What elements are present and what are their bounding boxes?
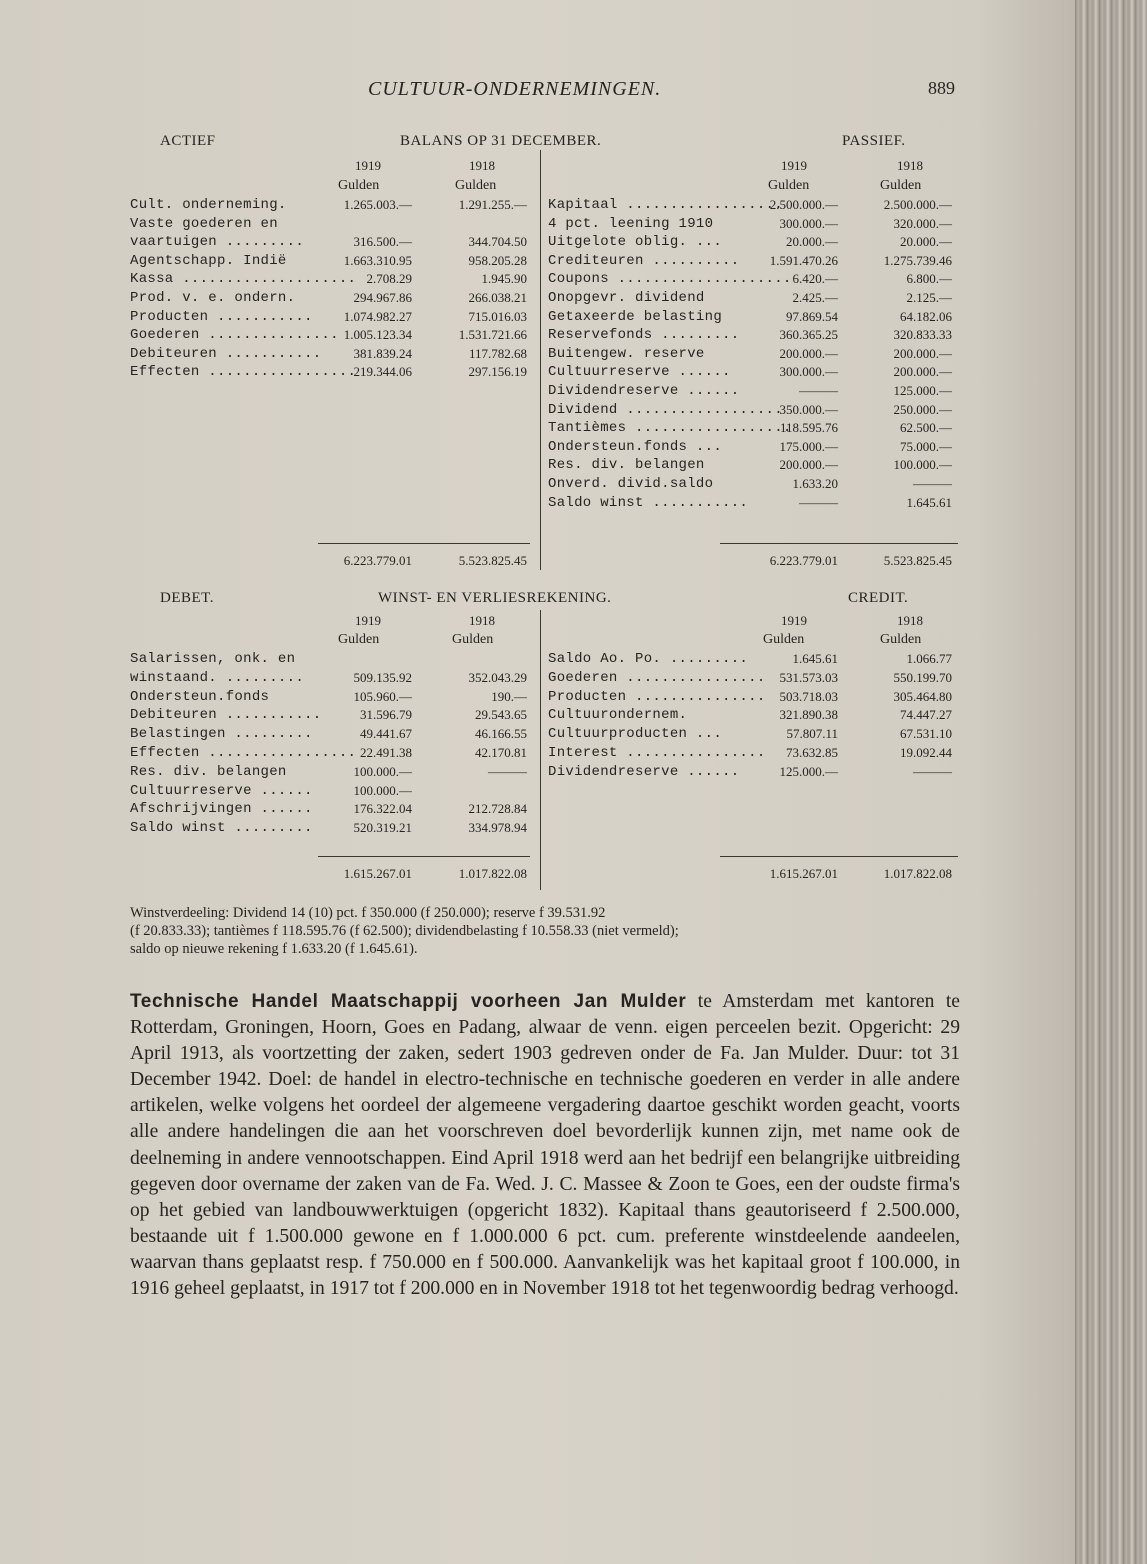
debit-label: Cultuurreserve ...... (130, 782, 313, 799)
debit-value-1919: 105.960.— (353, 688, 412, 704)
asset-label: Prod. v. e. ondern. (130, 290, 296, 306)
liability-value-1918: 1.275.739.46 (883, 252, 952, 268)
debit-label: Ondersteun.fonds (130, 688, 270, 705)
company-entry (130, 989, 960, 1302)
pl-year-1919-right: 1919 (781, 613, 807, 628)
credit-row (0, 670, 1147, 689)
liability-label: Buitengew. reserve (548, 345, 705, 362)
credit-row (0, 764, 1147, 783)
liability-value-1918: 125.000.— (893, 383, 952, 398)
liabilities-total-1919: 6.223.779.01 (769, 553, 838, 568)
asset-value-1919: 219.344.06 (353, 364, 412, 380)
year-1918-left: 1918 (469, 158, 495, 173)
debit-label: winstaand. ......... (130, 669, 305, 686)
credit-row (0, 689, 1147, 708)
asset-value-1919: 294.967.86 (353, 290, 412, 305)
debit-label: Debiteuren ........... (130, 707, 322, 724)
credit-value-1919: 73.632.85 (786, 745, 838, 760)
liability-label: Res. div. belangen (548, 457, 705, 474)
debit-total-1919: 1.615.267.01 (343, 866, 412, 881)
credit-value-1918: 1.066.77 (906, 651, 952, 666)
asset-label: Agentschapp. Indië (130, 252, 287, 269)
liability-label: Tantièmes .................. (548, 420, 792, 437)
asset-label: Debiteuren ........... (130, 345, 322, 362)
unit-left-a: Gulden (338, 178, 380, 193)
liability-label: Coupons .................... (548, 271, 792, 288)
liability-value-1918: 75.000.— (900, 438, 952, 454)
asset-value-1919: 1.005.123.34 (343, 327, 412, 343)
asset-value-1919: 2.708.29 (366, 271, 412, 287)
liability-label: Saldo winst ........... (548, 494, 749, 511)
credit-total-rule (720, 856, 958, 857)
debit-value-1918: 190.— (491, 688, 527, 704)
year-1918-right: 1918 (897, 158, 923, 173)
liability-label: Getaxeerde belasting (548, 308, 723, 325)
liability-value-1919: ——— (799, 494, 838, 510)
liability-value-1918: 250.000.— (893, 401, 952, 417)
asset-label: Vaste goederen en (130, 215, 278, 232)
credit-total-1919: 1.615.267.01 (769, 866, 838, 881)
credit-value-1918: ——— (913, 763, 952, 779)
liability-value-1919: 6.420.— (792, 271, 838, 287)
debit-value-1918: 352.043.29 (468, 669, 527, 685)
debit-value-1919: 520.319.21 (353, 820, 412, 836)
liability-label: Reservefonds ......... (548, 327, 740, 344)
liability-label: Dividend .................. (548, 401, 783, 418)
liability-value-1919: 1.633.20 (792, 476, 838, 491)
asset-value-1918: 1.291.255.— (458, 197, 527, 212)
liability-label: Onverd. divid.saldo (548, 476, 714, 492)
credit-label: Producten ............... (548, 688, 766, 705)
debit-value-1919: 49.441.67 (360, 726, 412, 742)
liability-value-1918: 200.000.— (893, 364, 952, 380)
profit-distribution-note (130, 904, 960, 958)
debit-total-1918: 1.017.822.08 (458, 866, 527, 881)
credit-heading: CREDIT. (848, 590, 909, 606)
company-paragraph (130, 989, 960, 1302)
company-name: Technische Handel Maatschappij voorheen Jan Mulder (130, 991, 687, 1012)
actief-heading: ACTIEF (160, 133, 216, 149)
liability-value-1919: 360.365.25 (779, 327, 838, 343)
liability-value-1919: 97.869.54 (786, 308, 838, 324)
credit-label: Dividendreserve ...... (548, 763, 740, 780)
liability-value-1918: 2.500.000.— (883, 197, 952, 212)
asset-label: vaartuigen ......... (130, 234, 305, 251)
asset-value-1918: 297.156.19 (468, 364, 527, 380)
debit-value-1919: 100.000.— (353, 782, 412, 798)
liability-value-1919: 200.000.— (779, 457, 838, 473)
liability-value-1918: 64.182.06 (900, 308, 952, 324)
liability-value-1919: 2.500.000.— (769, 197, 838, 212)
liability-label: Uitgelote oblig. ... (548, 234, 723, 251)
footnote-line-3: saldo op nieuwe rekening f 1.633.20 (f 1.645.61). (130, 941, 418, 957)
asset-label: Cult. onderneming. (130, 197, 287, 213)
asset-label: Goederen ............... (130, 327, 339, 344)
asset-value-1919: 381.839.24 (353, 345, 412, 361)
liability-value-1919: 1.591.470.26 (769, 252, 838, 268)
debit-value-1919: 100.000.— (353, 763, 412, 779)
liability-label: 4 pct. leening 1910 (548, 215, 714, 232)
asset-value-1918: 117.782.68 (468, 345, 527, 361)
asset-value-1918: 715.016.03 (468, 308, 527, 324)
pl-unit-right-b: Gulden (880, 632, 922, 647)
credit-value-1918: 550.199.70 (893, 669, 952, 685)
credit-value-1918: 19.092.44 (900, 745, 952, 760)
debit-value-1919: 22.491.38 (360, 745, 412, 760)
liability-value-1918: 320.833.33 (893, 327, 952, 343)
asset-value-1919: 1.663.310.95 (343, 252, 412, 268)
liability-value-1918: 200.000.— (893, 345, 952, 361)
asset-label: Effecten ................. (130, 364, 357, 381)
year-1919-right: 1919 (781, 158, 807, 173)
debit-value-1918: 42.170.81 (475, 745, 527, 760)
credit-value-1919: 57.807.11 (786, 726, 838, 742)
liability-value-1919: ——— (799, 383, 838, 398)
liability-value-1918: 20.000.— (900, 234, 952, 250)
liability-value-1919: 20.000.— (786, 234, 838, 250)
asset-value-1919: 1.265.003.— (343, 197, 412, 212)
debit-value-1919: 176.322.04 (353, 801, 412, 817)
footnote-line-1: Winstverdeeling: Dividend 14 (10) pct. f 350.000 (f 250.000); reserve f 39.531.92 (130, 905, 606, 921)
liability-label: Onopgevr. dividend (548, 290, 705, 306)
company-description: te Amsterdam met kantoren te Rotterdam, Groningen, Hoorn, Goes en Padang, alwaar de venn. eigen perceelen bezit. Opgericht: 29 April 1913, als voortzetting der zaken, sedert 1903 gedreven onder de Fa. Jan Mulder. Duur: tot 31 December 1942. Doel: de handel in electro-technische en technische goederen en verder in alle andere artikelen, welke volgens het oordeel der algemeene vergadering daartoe geschikt worden geacht, voorts alle andere handelingen die aan het voorschreven doel bevorderlijk kunnen zijn, met name ook de deelneming in andere vennootschappen. Eind April 1918 werd aan het bedrijf een belangrijke uitbreiding gegeven door overname der zaken van de Fa. Wed. J. C. Massee & Zoon te Goes, een der oudste firma's op het gebied van landbouwwerktuigen (opgericht 1832). Kapitaal thans geautoriseerd f 2.500.000, bestaande uit f 1.500.000 gewone en f 1.000.000 6 pct. cum. preferente winstdeelende aandeelen, waarvan thans geplaatst resp. f 750.000 en f 500.000. Aanvankelijk was het kapitaal groot f 100.000, in 1916 geheel geplaatst, in 1917 tot f 200.000 en in November 1918 tot het tegenwoordig bedrag verhoogd. (130, 991, 960, 1300)
asset-value-1918: 958.205.28 (468, 252, 527, 268)
liability-value-1919: 300.000.— (779, 215, 838, 231)
credit-label: Cultuurproducten ... (548, 726, 723, 743)
debit-value-1919: 31.596.79 (360, 707, 412, 723)
debit-value-1918: 46.166.55 (475, 726, 527, 742)
passief-heading: PASSIEF. (842, 133, 906, 149)
liabilities-total-1918: 5.523.825.45 (883, 553, 952, 568)
liability-value-1919: 2.425.— (792, 290, 838, 305)
credit-value-1919: 503.718.03 (779, 688, 838, 704)
credit-row (0, 745, 1147, 764)
liability-value-1918: 2.125.— (906, 290, 952, 305)
debit-label: Res. div. belangen (130, 763, 287, 780)
debit-value-1918: ——— (488, 763, 527, 779)
debit-row (0, 783, 1147, 802)
debit-label: Saldo winst ......... (130, 820, 313, 837)
pl-unit-left-a: Gulden (338, 632, 380, 647)
footnote-line-2: (f 20.833.33); tantièmes f 118.595.76 (f 62.500); dividendbelasting f 10.558.33 (niet vermeld); (130, 923, 679, 939)
liability-value-1918: ——— (913, 476, 952, 491)
pl-unit-left-b: Gulden (452, 632, 494, 647)
unit-right-b: Gulden (880, 178, 922, 193)
credit-row (0, 651, 1147, 670)
credit-value-1919: 125.000.— (779, 763, 838, 779)
credit-value-1918: 74.447.27 (900, 707, 952, 723)
credit-label: Goederen ................ (548, 669, 766, 686)
debit-value-1918: 212.728.84 (468, 801, 527, 817)
asset-value-1918: 1.945.90 (481, 271, 527, 287)
asset-label: Kassa .................... (130, 271, 357, 288)
credit-row (0, 707, 1147, 726)
credit-value-1919: 1.645.61 (792, 651, 838, 666)
debit-row (0, 820, 1147, 839)
debit-label: Belastingen ......... (130, 726, 313, 743)
liability-value-1918: 100.000.— (893, 457, 952, 473)
debit-label: Afschrijvingen ...... (130, 801, 313, 818)
unit-right-a: Gulden (768, 178, 810, 193)
page-number: 889 (928, 78, 955, 98)
asset-value-1918: 1.531.721.66 (458, 327, 527, 343)
pl-year-1918-left: 1918 (469, 613, 495, 628)
debet-heading: DEBET. (160, 590, 214, 606)
unit-left-b: Gulden (455, 178, 497, 193)
credit-label: Cultuurondernem. (548, 707, 688, 724)
debit-value-1918: 29.543.65 (475, 707, 527, 723)
credit-value-1918: 305.464.80 (893, 688, 952, 704)
liability-value-1918: 6.800.— (906, 271, 952, 287)
assets-total-1919: 6.223.779.01 (343, 553, 412, 568)
profit-loss-title: WINST- EN VERLIESREKENING. (378, 590, 612, 606)
liability-label: Kapitaal .................. (548, 197, 783, 213)
assets-total-1918: 5.523.825.45 (458, 553, 527, 568)
liability-label: Crediteuren .......... (548, 252, 740, 269)
year-1919-left: 1919 (355, 158, 381, 173)
credit-value-1918: 67.531.10 (900, 726, 952, 742)
liability-value-1918: 320.000.— (893, 215, 952, 231)
credit-row (0, 726, 1147, 745)
pl-unit-right-a: Gulden (763, 632, 805, 647)
liability-value-1919: 175.000.— (779, 438, 838, 454)
liability-value-1918: 1.645.61 (906, 494, 952, 510)
debit-value-1919: 509.135.92 (353, 669, 412, 685)
liability-value-1919: 118.595.76 (779, 420, 838, 436)
debit-total-rule (318, 856, 530, 857)
debit-label: Effecten ................. (130, 745, 357, 761)
asset-value-1919: 316.500.— (353, 234, 412, 250)
balance-title: BALANS OP 31 DECEMBER. (400, 133, 602, 149)
debit-label: Salarissen, onk. en (130, 651, 296, 667)
pl-year-1919-left: 1919 (355, 613, 381, 628)
liability-label: Cultuurreserve ...... (548, 364, 731, 381)
asset-value-1918: 344.704.50 (468, 234, 527, 250)
credit-value-1919: 321.890.38 (779, 707, 838, 723)
debit-value-1918: 334.978.94 (468, 820, 527, 836)
liability-value-1919: 200.000.— (779, 345, 838, 361)
running-head-title: CULTUUR-ONDERNEMINGEN. (368, 78, 662, 100)
credit-value-1919: 531.573.03 (779, 669, 838, 685)
asset-value-1918: 266.038.21 (468, 290, 527, 305)
credit-total-1918: 1.017.822.08 (883, 866, 952, 881)
liability-value-1919: 300.000.— (779, 364, 838, 380)
liability-label: Dividendreserve ...... (548, 383, 740, 399)
asset-value-1919: 1.074.982.27 (343, 308, 412, 324)
liability-value-1919: 350.000.— (779, 401, 838, 417)
credit-label: Interest ................ (548, 745, 766, 761)
liability-value-1918: 62.500.— (900, 420, 952, 436)
asset-label: Producten ........... (130, 308, 313, 325)
liability-label: Ondersteun.fonds ... (548, 438, 723, 455)
debit-row (0, 801, 1147, 820)
pl-year-1918-right: 1918 (897, 613, 923, 628)
credit-label: Saldo Ao. Po. ......... (548, 651, 749, 667)
